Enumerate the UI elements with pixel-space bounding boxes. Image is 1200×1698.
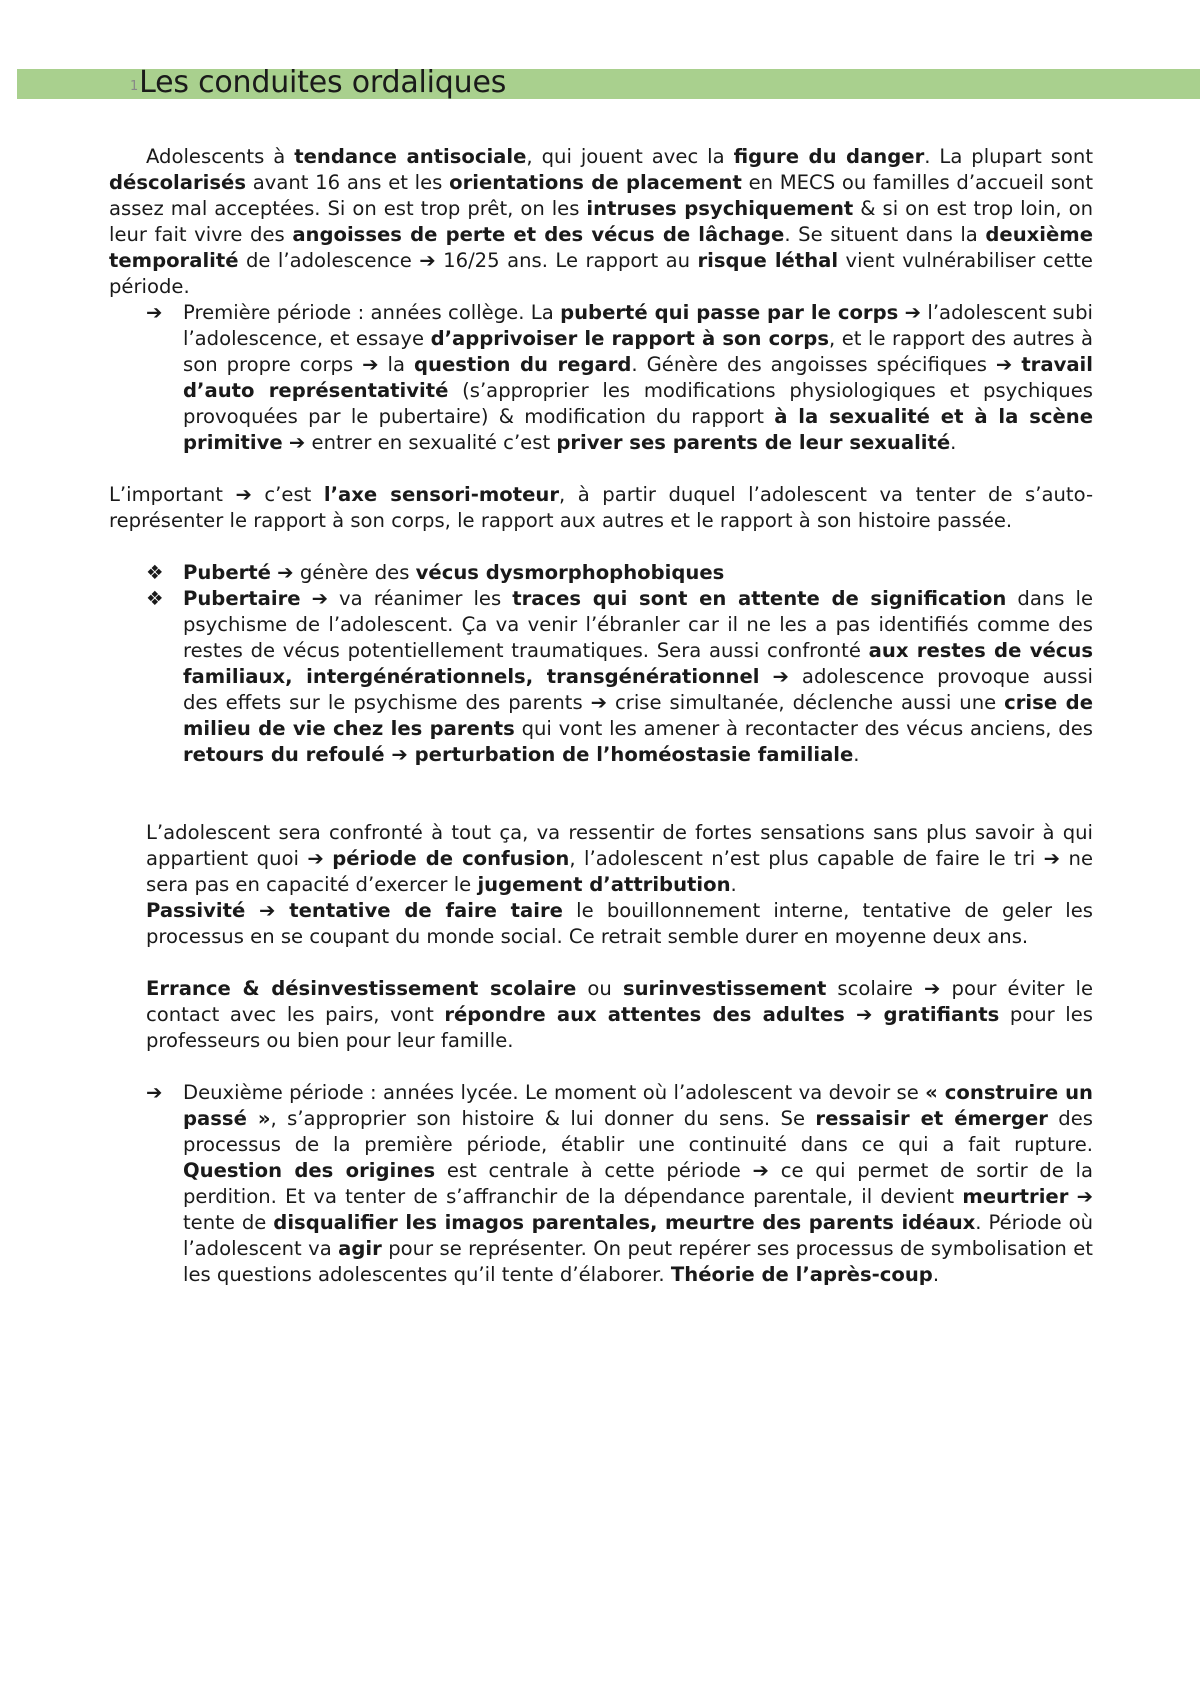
bold-text-run: l’axe sensori-moteur xyxy=(323,483,559,506)
text-run: ➔ entrer en sexualité c’est xyxy=(282,431,557,454)
period-1-list xyxy=(109,300,1093,456)
bold-text-run: Question des origines xyxy=(183,1159,436,1182)
bold-text-run: Passivité ➔ tentative de faire taire xyxy=(146,899,563,922)
bold-text-run: deuxième temporalité xyxy=(109,223,1093,272)
arrow-bullet-icon: ➔ xyxy=(146,301,163,324)
text-run: . Se situent dans la xyxy=(784,223,986,246)
text-run: . xyxy=(932,1263,940,1286)
text-run: . La plupart sont xyxy=(924,145,1093,168)
bold-text-run: répondre aux attentes des adultes ➔ gratifiants xyxy=(444,1003,1000,1026)
text-run: vient vulnérabiliser cette période. xyxy=(109,249,1093,298)
period-2-text xyxy=(183,1080,1093,1288)
bold-text-run: orientations de placement xyxy=(449,171,742,194)
text-run: Première période : années collège. La xyxy=(183,301,561,324)
text-run: avant 16 ans et les xyxy=(245,171,450,194)
confusion-block xyxy=(146,820,1093,1054)
bold-text-run: puberté qui passe par le corps xyxy=(560,301,899,324)
bold-text-run: intruses psychiquement xyxy=(586,197,854,220)
bold-text-run: agir xyxy=(338,1237,382,1260)
diamond-bullet-icon: ❖ xyxy=(146,561,164,584)
period-1-item xyxy=(109,300,1093,456)
bold-text-run: meurtrier xyxy=(962,1185,1069,1208)
diamond-item-pubertaire xyxy=(109,586,1093,768)
text-run: , s’approprier son histoire & lui donner du sens. Se xyxy=(270,1107,816,1130)
text-run: , et le rapport des autres à son propre corps ➔ la xyxy=(183,327,1093,376)
text-run: Deuxième période : années lycée. Le moment où l’adolescent va devoir se xyxy=(183,1081,926,1104)
text-run: L’important ➔ c’est xyxy=(109,483,324,506)
important-paragraph xyxy=(109,482,1093,534)
text-run: & si on est trop loin, on leur fait vivre des xyxy=(109,197,1094,246)
bold-text-run: d’apprivoiser le rapport à son corps xyxy=(430,327,829,350)
text-run: . xyxy=(950,431,957,454)
text-run: . Période où l’adolescent va xyxy=(183,1211,1093,1260)
bold-text-run: surinvestissement xyxy=(622,977,827,1000)
text-run: Adolescents à xyxy=(146,145,295,168)
period-2-item xyxy=(109,1080,1093,1288)
errance-paragraph xyxy=(146,976,1093,1054)
text-run: , qui jouent avec la xyxy=(526,145,734,168)
bold-text-run: risque léthal xyxy=(697,249,839,272)
arrow-bullet-icon: ➔ xyxy=(146,1081,163,1104)
bold-text-run: Théorie de l’après-coup xyxy=(670,1263,933,1286)
text-run: ➔ va réanimer les xyxy=(300,587,513,610)
bold-text-run: à la sexualité et à la scène primitive xyxy=(183,405,1094,454)
bold-text-run: période de confusion xyxy=(332,847,570,870)
text-run: (s’approprier les modifications physiologiques et psychiques provoquées par le pubertaire) & modification du rapport xyxy=(183,379,1093,428)
bold-text-run: Pubertaire xyxy=(183,587,301,610)
bold-text-run: Puberté xyxy=(183,561,271,584)
text-run: de l’adolescence ➔ 16/25 ans. Le rapport au xyxy=(238,249,698,272)
page-title xyxy=(130,64,506,102)
intro-paragraph xyxy=(109,144,1093,300)
bold-text-run: « construire un passé » xyxy=(183,1081,1093,1130)
diamond-item-text xyxy=(183,560,1093,586)
bold-text-run: déscolarisés xyxy=(109,171,246,194)
heading-title: Les conduites ordaliques xyxy=(139,65,507,100)
bold-text-run: figure du danger xyxy=(733,145,925,168)
confusion-paragraph xyxy=(146,820,1093,898)
text-run: . xyxy=(730,873,737,896)
text-run: en MECS ou familles d’accueil sont assez mal acceptées. Si on est trop prêt, on les xyxy=(109,171,1093,220)
text-run: . Génère des angoisses spécifiques ➔ xyxy=(631,353,1022,376)
text-run: qui vont les amener à recontacter des vécus anciens, des xyxy=(514,717,1093,740)
bold-text-run: crise de milieu de vie chez les parents xyxy=(183,691,1093,740)
bold-text-run: aux restes de vécus familiaux, intergénérationnels, transgénérationnel xyxy=(183,639,1093,688)
text-run: ➔ tente de xyxy=(183,1185,1094,1234)
text-run: L’adolescent sera confronté à tout ça, va ressentir de fortes sensations sans plus savoir à qui appartient quoi ➔ xyxy=(146,821,1093,870)
bold-text-run: question du regard xyxy=(413,353,632,376)
text-run: des processus de la première période, établir une continuité dans ce qui a fait rupture. xyxy=(183,1107,1093,1156)
text-run: pour les professeurs ou bien pour leur famille. xyxy=(146,1003,1093,1052)
text-run: , à partir duquel l’adolescent va tenter de s’auto-représenter le rapport à son corps, le rapport aux autres et le rapport à son histoire passée. xyxy=(109,483,1094,532)
bold-text-run: tendance antisociale xyxy=(294,145,527,168)
period-1-text xyxy=(183,300,1093,456)
bold-text-run: travail d’auto représentativité xyxy=(183,353,1093,402)
text-run: scolaire ➔ pour éviter le contact avec les pairs, vont xyxy=(146,977,1094,1026)
bold-text-run: traces qui sont en attente de signification xyxy=(512,587,1007,610)
period-2-list xyxy=(109,1080,1093,1288)
bold-text-run: vécus dysmorphophobiques xyxy=(415,561,725,584)
diamond-bullet-icon: ❖ xyxy=(146,587,164,610)
document-body xyxy=(109,144,1093,1288)
bold-text-run: retours du refoulé ➔ perturbation de l’homéostasie familiale xyxy=(183,743,854,766)
text-run: ou xyxy=(576,977,623,1000)
text-run: ➔ l’adolescent subi l’adolescence, et essaye xyxy=(183,301,1093,350)
diamond-item-text xyxy=(183,586,1093,768)
text-run: le bouillonnement interne, tentative de geler les processus en se coupant du monde social. Ce retrait semble durer en moyenne deux ans. xyxy=(146,899,1093,948)
text-run: dans le psychisme de l’adolescent. Ça va venir l’ébranler car il ne les a pas identifiés comme des restes de vécus potentiellement traumatiques. Sera aussi confronté xyxy=(183,587,1093,662)
passivite-paragraph xyxy=(146,898,1093,950)
text-run: . xyxy=(853,743,860,766)
bold-text-run: ressaisir et émerger xyxy=(815,1107,1048,1130)
diamond-item-puberte xyxy=(109,560,1093,586)
bold-text-run: priver ses parents de leur sexualité xyxy=(556,431,951,454)
bold-text-run: jugement d’attribution xyxy=(477,873,731,896)
text-run: est centrale à cette période ➔ ce qui permet de sortir de la perdition. Et va tenter de s’affranchir de la dépendance parentale, il devient xyxy=(183,1159,1093,1208)
diamond-list xyxy=(109,560,1093,768)
bold-text-run: disqualifier les imagos parentales, meurtre des parents idéaux xyxy=(273,1211,976,1234)
text-run: ➔ génère des xyxy=(270,561,416,584)
bold-text-run: angoisses de perte et des vécus de lâchage xyxy=(292,223,785,246)
text-run: ➔ adolescence provoque aussi des effets sur le psychisme des parents ➔ crise simultanée, déclenche aussi une xyxy=(183,665,1093,714)
text-run: , l’adolescent n’est plus capable de faire le tri ➔ ne sera pas en capacité d’exercer le xyxy=(146,847,1093,896)
text-run: pour se représenter. On peut repérer ses processus de symbolisation et les questions adolescentes qu’il tente d’élaborer. xyxy=(183,1237,1093,1286)
bold-text-run: Errance & désinvestissement scolaire xyxy=(146,977,577,1000)
heading-number: 1 xyxy=(130,79,139,94)
